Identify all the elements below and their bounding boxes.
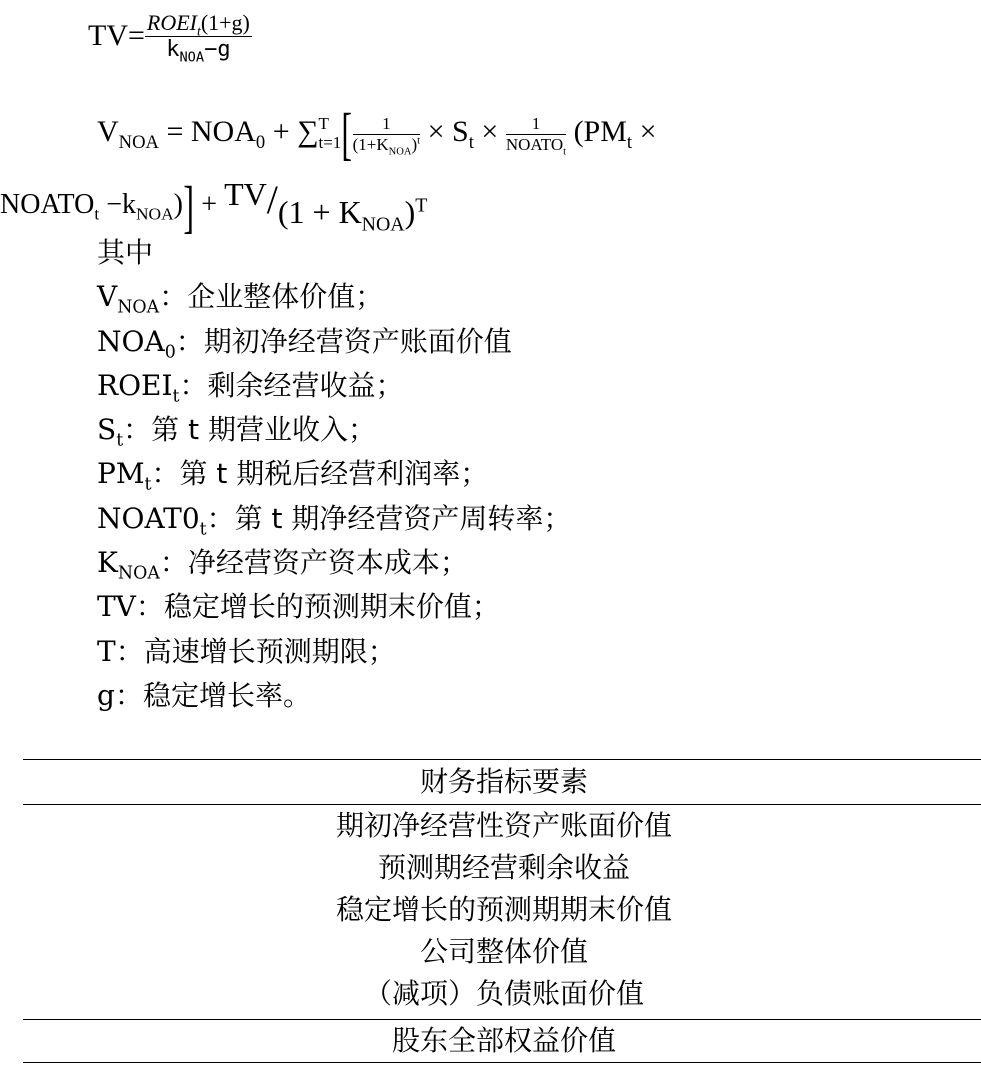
table-cell: 公司整体价值: [419, 935, 588, 968]
definition-item: $NOAT0_t$：第 t 期净经营资产周转率；: [97, 501, 572, 540]
table-header-cell: 财务指标要素: [23, 760, 981, 805]
formula-vnoa-line2: $NOATO_t -k_{NOA})] + TV/(1 + K_{NOA})^T$: [0, 173, 428, 239]
tv-lhs: TV=: [88, 19, 145, 52]
definition-item: $S_t$：第 t 期营业收入；: [97, 413, 376, 451]
vnoa-fraction-1: $\frac{1}{(1+K_{NOA})^t}$: [352, 113, 421, 157]
left-bracket: [: [341, 101, 353, 166]
definition-item: TV：稳定增长的预测期末价值；: [97, 590, 500, 624]
formula-vnoa-line1: $V_{NOA} = NOA_0$ + ∑ T t=1 [ $\frac{1}{(1+K_{NOA})^t}$ × $S_t$ × $\frac{1}{NOATO_t}$ ($PM_t$ ×: [97, 101, 657, 166]
table-cell: 稳定增长的预测期期末价值: [335, 893, 672, 926]
definitions-intro: 其中: [97, 236, 154, 269]
table-cell: 预测期经营剩余收益: [377, 851, 630, 884]
vnoa-fraction-2: $\frac{1}{NOATO_t}$: [505, 113, 567, 157]
tv-denominator: $k_{NOA}-g$: [166, 37, 231, 66]
tv-fraction: [145, 10, 252, 66]
definition-item: $PM_t$：第 t 期税后经营利润率；: [97, 457, 489, 496]
table-row: [23, 931, 981, 973]
definition-item: $NOA_0$：期初净经营资产账面价值: [97, 324, 512, 363]
table-row: [23, 805, 981, 848]
definition-item: T：高速增长预测期限；: [97, 634, 396, 668]
definition-item: $K_{NOA}$：净经营资产资本成本；: [97, 546, 468, 584]
table-row: [23, 889, 981, 931]
definition-item: $ROEI_t$：剩余经营收益；: [97, 368, 404, 407]
formula-tv: [88, 10, 252, 66]
table-header-row: [23, 760, 981, 805]
table-row: [23, 973, 981, 1020]
table-cell: 期初净经营性资产账面价值: [335, 809, 672, 842]
right-bracket: ]: [183, 173, 194, 239]
definition-item: $V_{NOA}$：企业整体价值；: [97, 280, 384, 318]
definition-item: g：稳定增长率。: [97, 678, 311, 712]
table-total-cell: 股东全部权益价值: [23, 1020, 981, 1063]
definitions-list: [97, 231, 571, 718]
table-total-row: [23, 1020, 981, 1063]
financial-elements-table: [23, 759, 981, 1063]
tv-numerator: $ROEI_t(1+g)$: [146, 10, 250, 39]
table-cell: （减项）负债账面价值: [363, 977, 644, 1010]
table-row: [23, 847, 981, 889]
